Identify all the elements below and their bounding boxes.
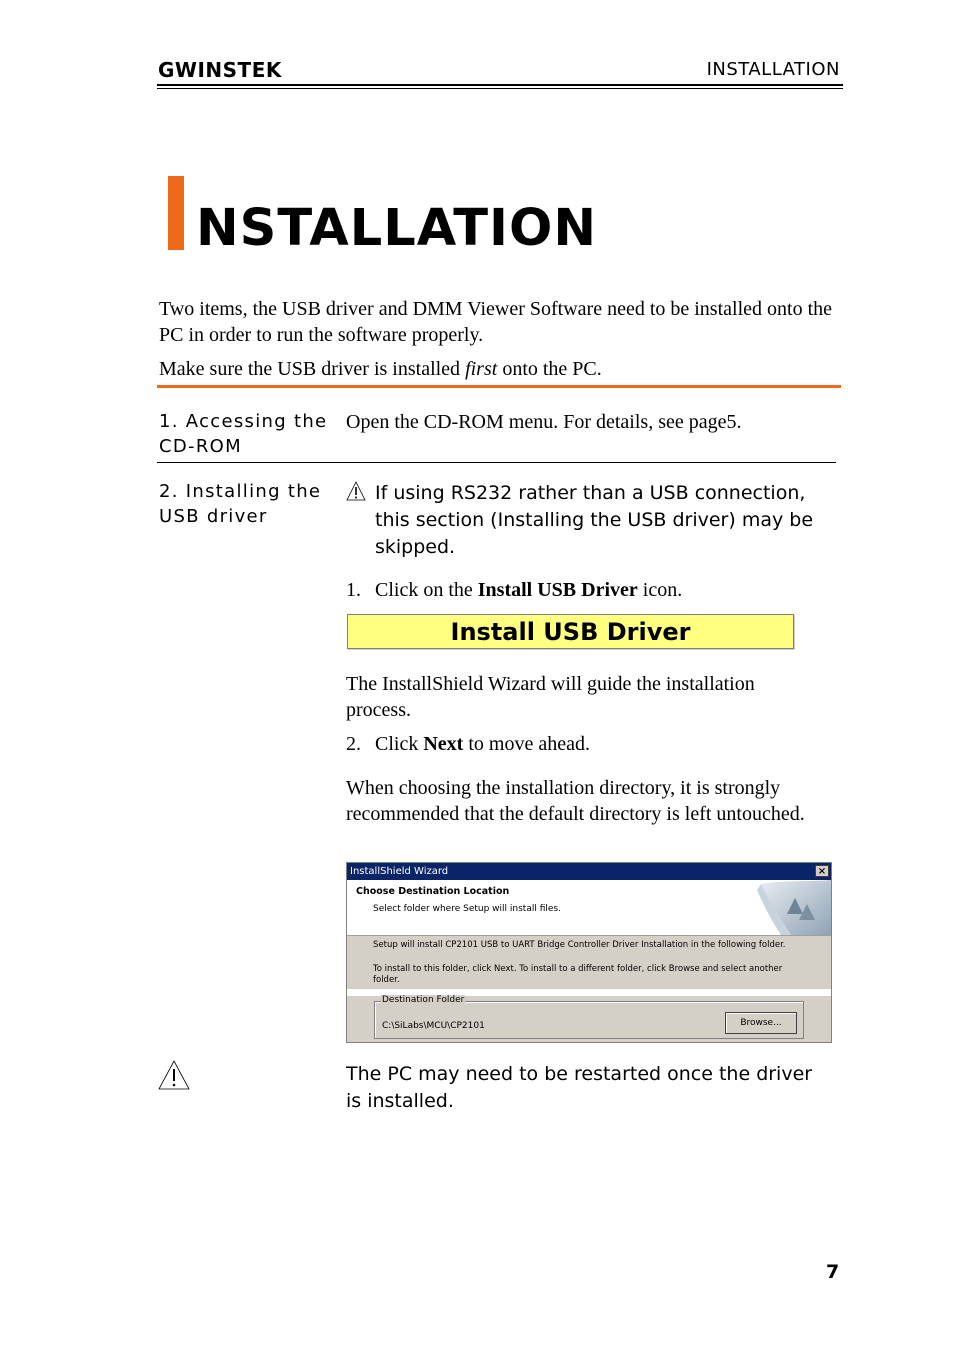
header-rule-thin bbox=[157, 88, 843, 89]
chapter-title: NSTALLATION bbox=[196, 199, 598, 258]
destination-folder-group bbox=[374, 995, 804, 1039]
section-divider-orange bbox=[157, 385, 841, 388]
browse-button[interactable]: Browse... bbox=[725, 1012, 797, 1034]
directory-recommendation: When choosing the installation directory, it is strongly recommended that the default directory is left untouched. bbox=[346, 777, 805, 825]
step2-label-line1: 2. Installing the bbox=[159, 481, 322, 502]
wizard-subheading: Select folder where Setup will install files. bbox=[373, 904, 561, 914]
wizard-guide-paragraph: The InstallShield Wizard will guide the installation process. bbox=[346, 673, 755, 721]
intro-note-after: onto the PC. bbox=[497, 358, 602, 380]
installshield-wizard-screenshot bbox=[346, 862, 832, 1043]
chapter-initial-bar bbox=[168, 176, 184, 250]
item2-bold: Next bbox=[423, 733, 464, 755]
item2-after: to move ahead. bbox=[463, 733, 590, 755]
destination-folder-label: Destination Folder bbox=[382, 995, 465, 1005]
warning-icon bbox=[346, 481, 366, 501]
list-item-install-usb bbox=[346, 577, 836, 603]
wizard-title: InstallShield Wizard bbox=[350, 866, 449, 877]
intro-note-emphasis: first bbox=[465, 358, 498, 380]
wizard-heading: Choose Destination Location bbox=[356, 886, 510, 897]
gwinstek-logo: GWINSTEK bbox=[158, 58, 282, 82]
list-number: 1. bbox=[346, 579, 361, 601]
install-usb-driver-label: Install USB Driver bbox=[450, 618, 691, 646]
step-divider bbox=[157, 462, 836, 463]
item2-before: Click bbox=[375, 733, 424, 755]
wizard-banner-graphic-icon bbox=[751, 880, 831, 935]
item1-after: icon. bbox=[637, 579, 683, 601]
item1-bold: Install USB Driver bbox=[477, 579, 638, 601]
intro-paragraph: Two items, the USB driver and DMM Viewer Software need to be installed onto the PC in order to run the software properly. bbox=[159, 298, 833, 346]
restart-note: The PC may need to be restarted once the driver is installed. bbox=[346, 1063, 813, 1112]
step2-label bbox=[159, 479, 339, 529]
step1-label bbox=[159, 409, 339, 459]
intro-note-before: Make sure the USB driver is installed bbox=[159, 358, 466, 380]
intro-note bbox=[159, 356, 839, 382]
wizard-body-line1: Setup will install CP2101 USB to UART Bridge Controller Driver Installation in the following folder. bbox=[373, 940, 786, 950]
list-item-click-next bbox=[346, 731, 836, 757]
usb-skip-warning: If using RS232 rather than a USB connection, this section (Installing the USB driver) may be skipped. bbox=[375, 482, 814, 558]
item1-before: Click on the bbox=[375, 579, 478, 601]
header-rule bbox=[157, 84, 843, 86]
wizard-body-line2: To install to this folder, click Next. To install to a different folder, click Browse and select another folder. bbox=[373, 964, 783, 985]
destination-folder-path: C:\SiLabs\MCU\CP2101 bbox=[382, 1021, 485, 1031]
install-usb-driver-button[interactable] bbox=[347, 614, 794, 649]
wizard-banner bbox=[347, 880, 831, 936]
page-number: 7 bbox=[826, 1261, 840, 1283]
step1-label-line1: 1. Accessing the bbox=[159, 411, 328, 432]
step2-label-line2: USB driver bbox=[159, 506, 268, 527]
step1-label-line2: CD-ROM bbox=[159, 436, 242, 457]
warning-icon bbox=[158, 1060, 190, 1090]
header-section-title: INSTALLATION bbox=[706, 59, 840, 80]
list-number: 2. bbox=[346, 733, 361, 755]
close-icon[interactable]: × bbox=[815, 865, 829, 877]
wizard-titlebar bbox=[347, 863, 831, 880]
step1-text: Open the CD-ROM menu. For details, see page5. bbox=[346, 411, 742, 433]
